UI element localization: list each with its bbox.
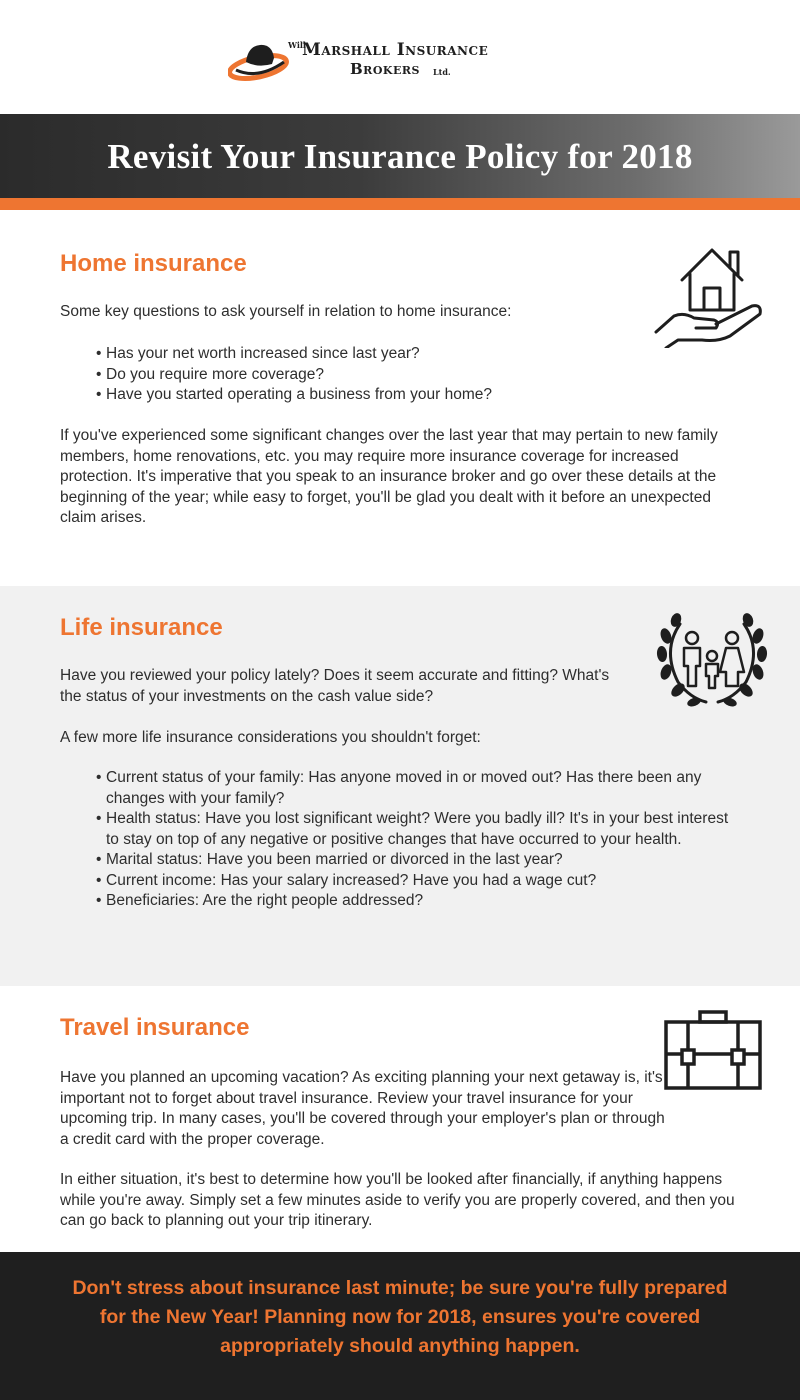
life-lead-text: A few more life insurance considerations you shouldn't forget: (60, 729, 481, 746)
list-item: • Current status of your family: Has anyone moved in or moved out? Has there been any changes with your family? (96, 768, 736, 809)
life-intro-text: Have you reviewed your policy lately? Does it seem accurate and fitting? What's the status of your investments on the cash value side? (60, 667, 610, 705)
logo-header (0, 0, 800, 114)
home-insurance-section (0, 210, 800, 586)
page-title: Revisit Your Insurance Policy for 2018 (107, 137, 693, 176)
logo-name-line1: Marshall Insurance (302, 40, 489, 60)
list-item: • Have you started operating a business from your home? (96, 385, 716, 406)
list-item: • Health status: Have you lost significant weight? Were you badly ill? It's in your best interest to stay on top of any negative or positive changes that have occurred to your health. (96, 809, 736, 850)
travel-insurance-heading: Travel insurance (60, 1014, 250, 1041)
list-item: • Beneficiaries: Are the right people addressed? (96, 891, 736, 912)
life-insurance-section (0, 586, 800, 986)
life-consideration-list (96, 768, 736, 912)
footer-message: Don't stress about insurance last minute; be sure you're fully prepared for the New Year! Planning now for 2018, ensures you're covered appropriately should anything happen. (72, 1277, 728, 1357)
life-insurance-heading: Life insurance (60, 614, 223, 641)
travel-insurance-section (0, 986, 800, 1252)
list-item: • Do you require more coverage? (96, 365, 716, 386)
travel-body-text-2: In either situation, it's best to determine how you'll be looked after financially, if anything happens while you're away. Simply set a few minutes aside to verify you are properly covered, and then you can go back to planning out your trip itinerary. (60, 1171, 735, 1229)
banner-accent-stripe (0, 198, 800, 210)
footer-callout (0, 1252, 800, 1400)
logo-prefix: Will (288, 40, 306, 50)
hat-swoosh-icon (228, 40, 290, 82)
house-in-hand-icon (652, 240, 772, 348)
travel-body-text-1: Have you planned an upcoming vacation? As exciting planning your next getaway is, it's important not to forget about travel insurance. Review your travel insurance for your upcoming trip. In many cases, you'll be covered through your employer's plan or through a credit card with the proper coverage. (60, 1069, 665, 1148)
list-item: • Current income: Has your salary increased? Have you had a wage cut? (96, 871, 736, 892)
home-insurance-heading: Home insurance (60, 250, 247, 277)
logo-suffix: Ltd. (433, 67, 451, 77)
list-item: • Marital status: Have you been married or divorced in the last year? (96, 850, 736, 871)
family-laurel-icon (656, 610, 768, 710)
logo-name-line2: Brokers (350, 60, 420, 78)
list-item: • Has your net worth increased since last year? (96, 344, 716, 365)
company-logo (228, 38, 518, 88)
home-question-list (96, 344, 716, 406)
briefcase-icon (664, 1010, 762, 1090)
home-intro-text: Some key questions to ask yourself in relation to home insurance: (60, 303, 512, 320)
home-body-text: If you've experienced some significant changes over the last year that may pertain to new family members, home renovations, etc. you may require more insurance coverage for increased protection. It's imperative that you speak to an insurance broker and go over these details at the beginning of the year; while easy to forget, you'll be glad you dealt with it before an unexpected claim arises. (60, 427, 718, 526)
title-banner (0, 114, 800, 198)
